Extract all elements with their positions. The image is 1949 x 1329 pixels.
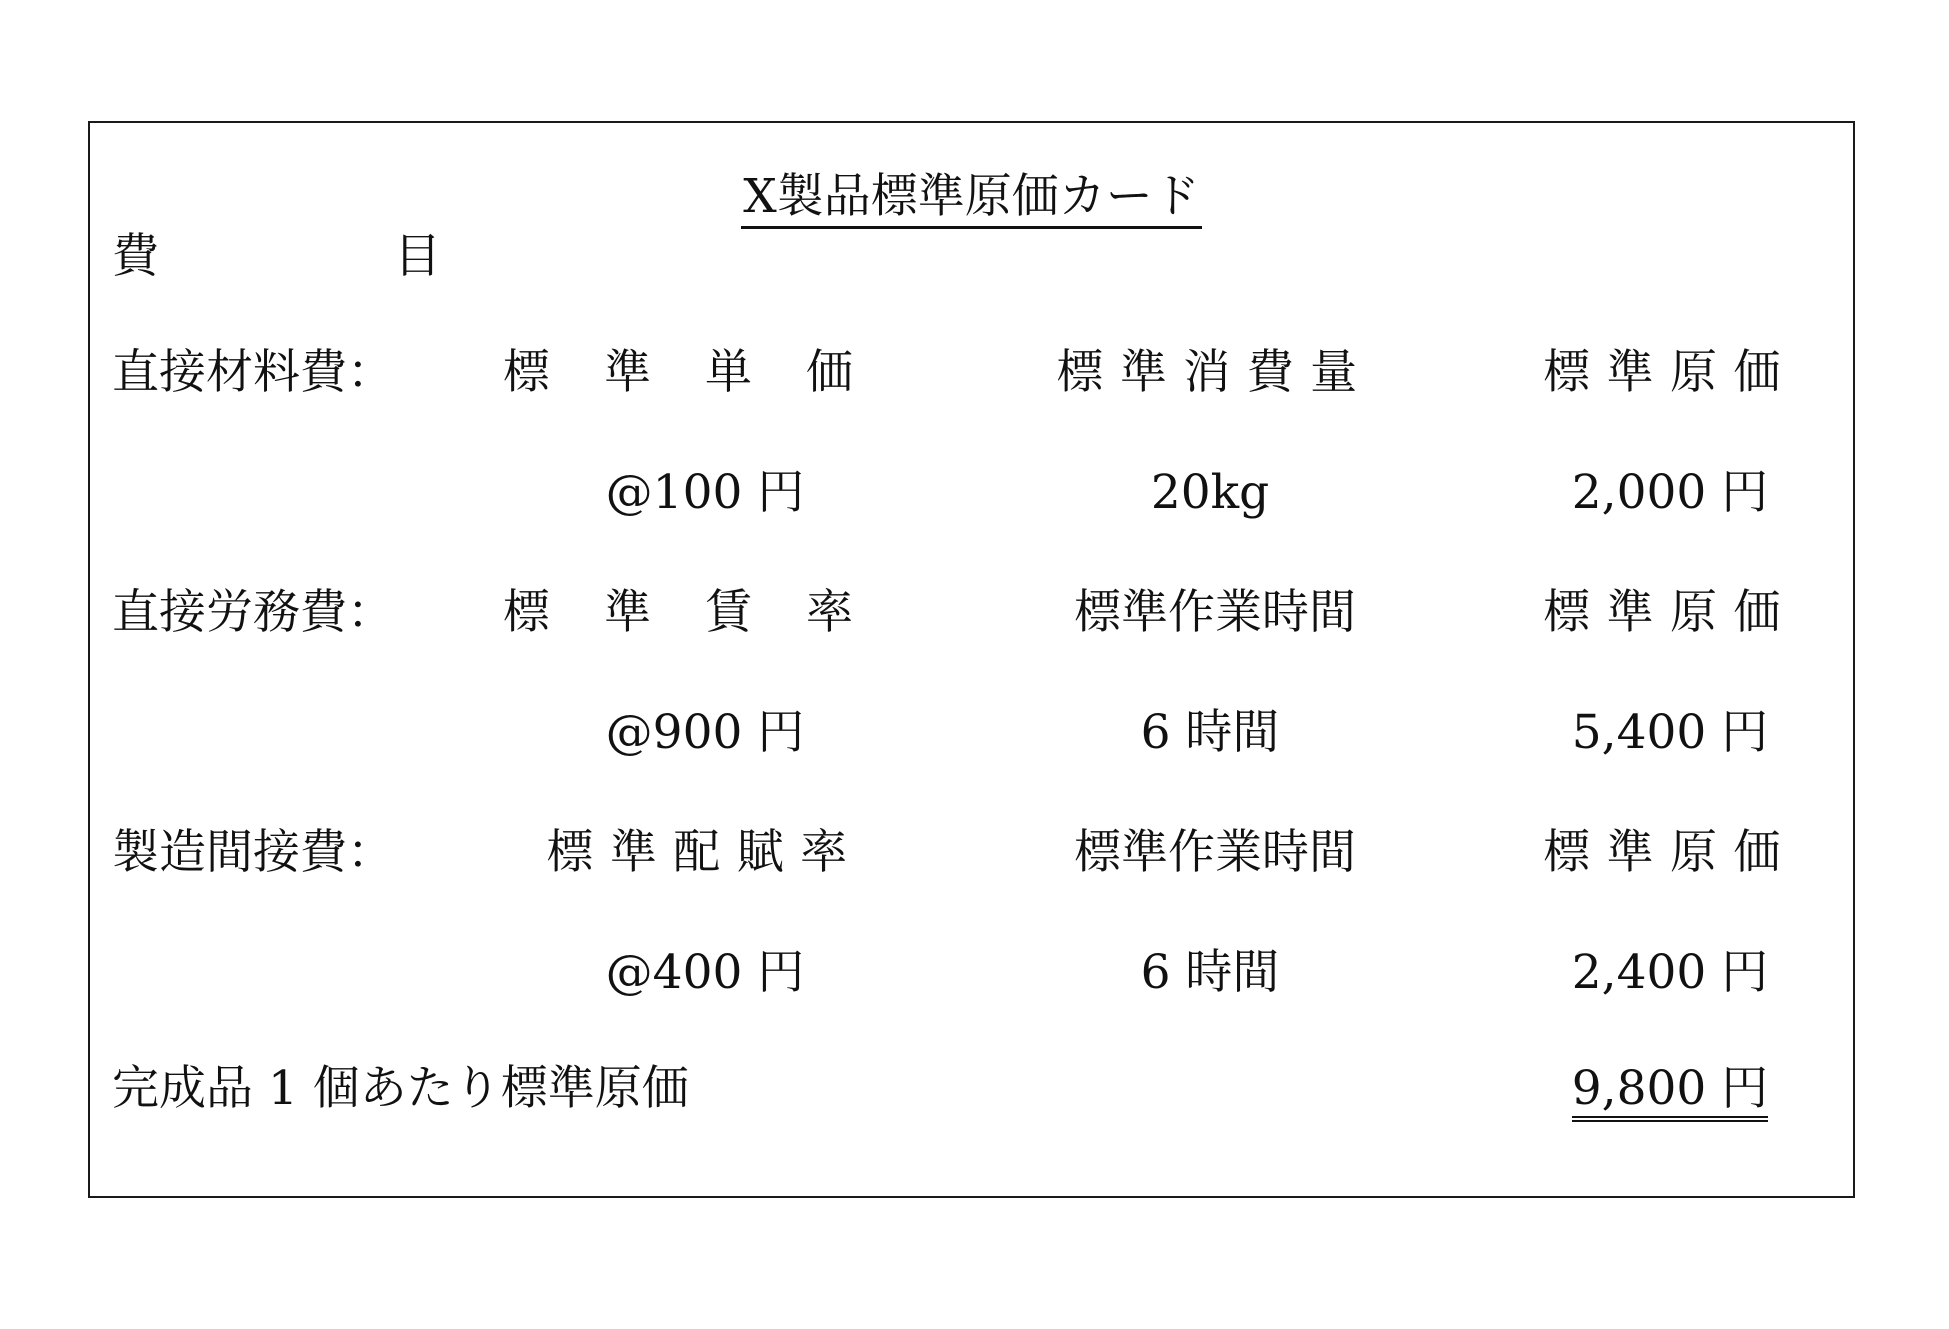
- total-label: 完成品 1 個あたり標準原価: [112, 1061, 689, 1116]
- standard-cost-card: [88, 121, 1855, 1198]
- standard-work-hours-header: 標準作業時間: [1074, 585, 1356, 640]
- direct-material-label: 直接材料費：: [112, 345, 394, 400]
- total-cost-value: 9,800 円: [1530, 1065, 1810, 1122]
- standard-work-hours-value: 6 時間: [1140, 945, 1280, 1000]
- overhead-cost-value: 2,400 円: [1571, 945, 1769, 1000]
- standard-cost-header: 標準原価: [1543, 825, 1797, 880]
- standard-unit-price-header: 標準単価: [502, 345, 908, 400]
- standard-wage-rate-header: 標準賃率: [502, 585, 908, 640]
- overhead-label: 製造間接費：: [112, 825, 394, 880]
- standard-work-hours-value: 6 時間: [1140, 705, 1280, 760]
- standard-consumption-value: 20kg: [1150, 465, 1270, 520]
- standard-allocation-rate-header: 標準配賦率: [546, 825, 864, 880]
- direct-labor-cost-value: 5,400 円: [1571, 705, 1769, 760]
- standard-consumption-header: 標準消費量: [1056, 345, 1374, 400]
- direct-labor-label: 直接労務費：: [112, 585, 394, 640]
- standard-cost-header: 標準原価: [1543, 345, 1797, 400]
- direct-material-cost-value: 2,000 円: [1571, 465, 1769, 520]
- standard-cost-header: 標準原価: [1543, 585, 1797, 640]
- standard-work-hours-header: 標準作業時間: [1074, 825, 1356, 880]
- card-title: X製品標準原価カード: [90, 173, 1853, 229]
- standard-wage-rate-value: @900 円: [605, 705, 805, 760]
- standard-allocation-rate-value: @400 円: [605, 945, 805, 1000]
- standard-unit-price-value: @100 円: [605, 465, 805, 520]
- cost-item-header: 費 目: [112, 229, 441, 284]
